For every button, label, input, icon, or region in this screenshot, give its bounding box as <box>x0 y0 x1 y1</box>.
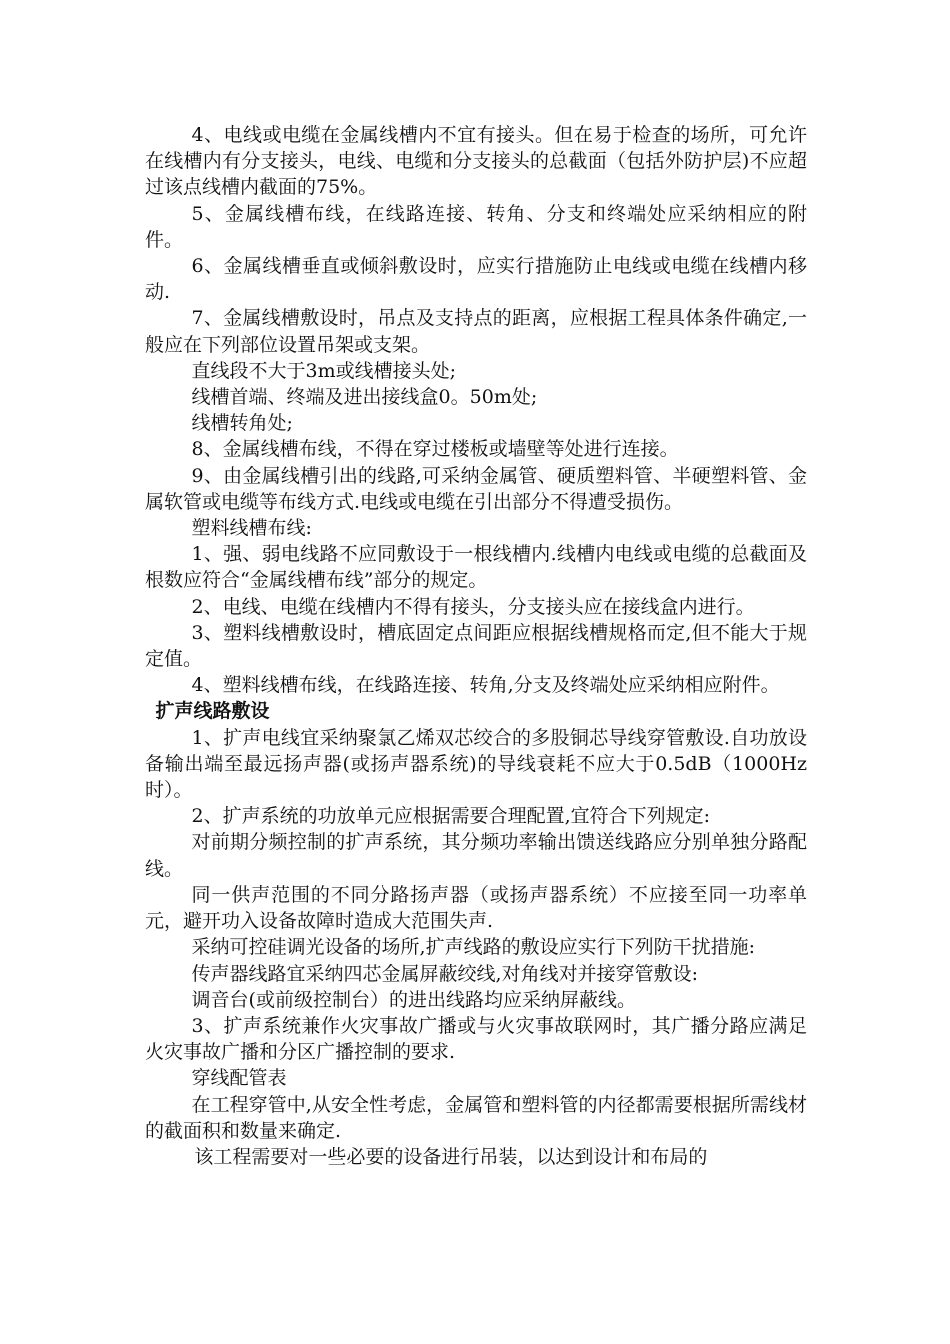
paragraph-metal-trunking-8: 8、金属线槽布线，不得在穿过楼板或墙壁等处进行连接。 <box>191 438 679 461</box>
paragraph-metal-trunking-4: 4、电线或电缆在金属线槽内不宜有接头。但在易于检查的场所，可允许在线槽内有分支接头，电线、电缆和分支接头的总截面（包括外防护层)不应超过该点线槽内截面的75%。 <box>145 124 807 199</box>
paragraph-plastic-trunking-4: 4、塑料线槽布线，在线路连接、转角,分支及终端处应采纳相应附件。 <box>191 674 780 697</box>
paragraph-plastic-trunking-3: 3、塑料线槽敷设时，槽底固定点间距应根据线槽规格而定,但不能大于规定值。 <box>145 621 807 671</box>
section-heading-pa-wiring: 扩声线路敷设 <box>155 700 270 723</box>
document-body <box>145 122 807 1170</box>
paragraph-thyristor-dimming: 采纳可控硅调光设备的场所,扩声线路的敷设应实行下列防干扰措施: <box>191 936 755 959</box>
paragraph-conduit-sizing: 在工程穿管中,从安全性考虑，金属管和塑料管的内径都需要根据所需线材的截面积和数量来确定. <box>145 1093 807 1142</box>
paragraph-pa-wiring-3: 3、扩声系统兼作火灾事故广播或与火灾事故联网时，其广播分路应满足火灾事故广播和分区广播控制的要求. <box>145 1014 807 1064</box>
paragraph-pa-wiring-1: 1、扩声电线宜采纳聚氯乙烯双芯绞合的多股铜芯导线穿管敷设.自功放设备输出端至最远扬声器(或扬声器系统)的导线衰耗不应大于0.5dB（1000Hz时）。 <box>145 726 807 802</box>
paragraph-metal-trunking-9: 9、由金属线槽引出的线路,可采纳金属管、硬质塑料管、半硬塑料管、金属软管或电缆等布线方式.电线或电缆在引出部分不得遭受损伤。 <box>145 464 807 513</box>
paragraph-metal-trunking-6: 6、金属线槽垂直或倾斜敷设时，应实行措施防止电线或电缆在线槽内移动. <box>145 255 807 304</box>
paragraph-pa-wiring-2: 2、扩声系统的功放单元应根据需要合理配置,宜符合下列规定: <box>191 805 711 828</box>
paragraph-same-coverage-area: 同一供声范围的不同分路扬声器（或扬声器系统）不应接至同一功率单元，避开功入设备故障时造成大范围失声. <box>145 883 807 933</box>
section-title-conduit-table: 穿线配管表 <box>191 1067 287 1090</box>
paragraph-equipment-hoisting: 该工程需要对一些必要的设备进行吊装，以达到设计和布局的 <box>194 1145 708 1168</box>
list-item-microphone-lines: 传声器线路宜采纳四芯金属屏蔽绞线,对角线对并接穿管敷设: <box>191 962 698 985</box>
paragraph-plastic-trunking-2: 2、电线、电缆在线槽内不得有接头，分支接头应在接线盒内进行。 <box>191 595 755 618</box>
paragraph-crossover-control: 对前期分频控制的扩声系统，其分频功率输出馈送线路应分别单独分路配线。 <box>145 831 807 880</box>
section-title-plastic-trunking: 塑料线槽布线: <box>191 517 312 540</box>
list-item-trunking-ends: 线槽首端、终端及进出接线盒0。50m处; <box>191 386 538 409</box>
paragraph-metal-trunking-7: 7、金属线槽敷设时，吊点及支持点的距离，应根据工程具体条件确定,一般应在下列部位设置吊架或支架。 <box>145 307 807 356</box>
paragraph-plastic-trunking-1: 1、强、弱电线路不应同敷设于一根线槽内.线槽内电线或电缆的总截面及根数应符合“金属线槽布线”部分的规定。 <box>145 543 807 592</box>
list-item-straight-section: 直线段不大于3m或线槽接头处; <box>191 359 457 382</box>
paragraph-metal-trunking-5: 5、金属线槽布线，在线路连接、转角、分支和终端处应采纳相应的附件。 <box>145 202 807 251</box>
list-item-trunking-corner: 线槽转角处; <box>191 412 293 435</box>
list-item-mixer-lines: 调音台(或前级控制台）的进出线路均应采纳屏蔽线。 <box>191 988 636 1011</box>
